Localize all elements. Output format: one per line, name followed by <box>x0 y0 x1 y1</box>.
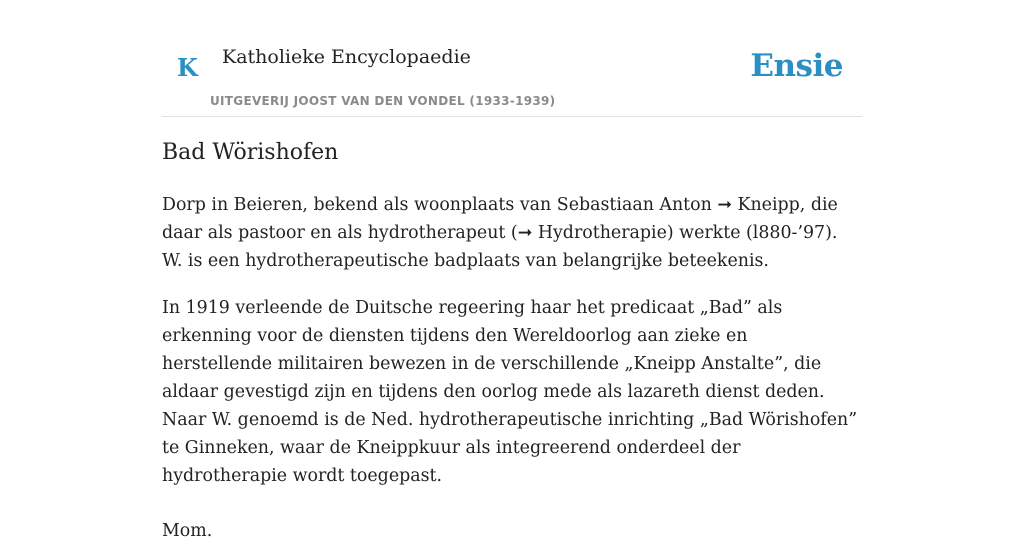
article-paragraph: In 1919 verleende de Duitsche regeering haar het predicaat „Bad” als erkenning voor de diensten tijdens den Wereldoorlog aan zieke en herstellende militairen bewezen in de verschillende „Kneipp Anstalte”, die aldaar gevestigd zijn en tijdens den oorlog mede als lazareth dienst deden. Naar W. genoemd is de Ned. hydrotherapeutische inrichting „Bad Wörishofen” te Ginneken, waar de Kneippkuur als integreerend onderdeel der hydrotherapie wordt toegepast. <box>162 297 858 486</box>
publication-logo[interactable]: K <box>177 53 198 82</box>
article-paragraph: Dorp in Beieren, bekend als woonplaats van Sebastiaan Anton ➞ Kneipp, die daar als pastoor en als hydrotherapeut (➞ Hydrotherapie) werkte (l880-’97). W. is een hydrotherapeutische badplaats van belangrijke beteekenis. <box>162 194 838 271</box>
ensie-brand-link[interactable]: Ensie <box>750 48 843 84</box>
publisher-subtitle: UITGEVERIJ JOOST VAN DEN VONDEL (1933-1939) <box>210 94 556 108</box>
publication-title[interactable]: Katholieke Encyclopaedie <box>222 46 471 68</box>
article-author: Mom. <box>162 520 213 541</box>
site-header <box>162 0 862 117</box>
article-title: Bad Wörishofen <box>162 140 339 165</box>
article-body <box>162 138 862 545</box>
